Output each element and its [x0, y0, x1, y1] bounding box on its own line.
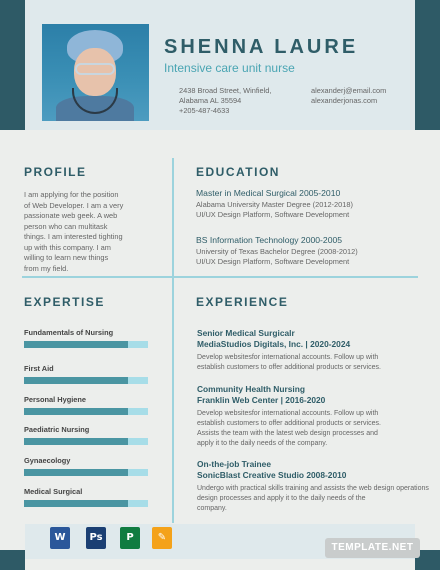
- profile-line: I am applying for the position: [24, 190, 119, 199]
- section-title-experience: EXPERIENCE: [196, 295, 289, 309]
- experience-company: MediaStudios Digitals, Inc. | 2020-2024: [197, 338, 351, 349]
- education-degree: BS Information Technology 2000-2005: [196, 235, 343, 245]
- skill-bar-fill: [24, 469, 128, 476]
- phone-number: +205-487-4633: [179, 106, 230, 115]
- profile-line: willing to learn new things: [24, 253, 109, 262]
- horizontal-divider: [22, 276, 418, 278]
- education-entry: [196, 235, 416, 267]
- publisher-icon-letter: P: [126, 532, 134, 543]
- skill-bar-track: [24, 469, 148, 476]
- skill-bar-track: [24, 438, 148, 445]
- profile-line: from my field.: [24, 263, 69, 273]
- description-line: Undergo with practical skills training and assists the web design operations: [197, 485, 429, 492]
- experience-description: [197, 409, 440, 449]
- website-url: alexanderjonas.com: [311, 96, 378, 105]
- skill-item: [24, 395, 148, 415]
- word-icon-letter: W: [54, 532, 66, 543]
- skill-item: [24, 456, 148, 476]
- skill-label: Medical Surgical: [24, 487, 83, 496]
- side-bar-top-right: [415, 0, 440, 130]
- skill-label: Gynaecology: [24, 456, 71, 465]
- profile-line: things. I am interested tighting: [24, 232, 123, 241]
- skill-bar-track: [24, 408, 148, 415]
- candidate-name: SHENNA LAURE: [164, 36, 359, 58]
- word-icon[interactable]: [50, 527, 70, 549]
- section-title-profile: PROFILE: [24, 165, 87, 179]
- description-line: Assists the team with the latest web design processes and: [197, 430, 378, 437]
- skill-item: [24, 364, 148, 384]
- skill-bar-track: [24, 500, 148, 507]
- web-contact-block: [311, 86, 386, 106]
- experience-entry: [197, 459, 440, 514]
- skill-item: [24, 425, 148, 445]
- education-detail: UI/UX Design Platform, Software Development: [196, 210, 350, 219]
- section-title-expertise: EXPERTISE: [24, 295, 105, 309]
- side-bar-top-left: [0, 0, 25, 130]
- experience-role: Community Health Nursing: [197, 384, 305, 394]
- skill-label: Fundamentals of Nursing: [24, 328, 114, 337]
- experience-role: On-the-job Trainee: [197, 459, 271, 469]
- job-title: Intensive care unit nurse: [164, 61, 295, 75]
- skill-label: First Aid: [24, 364, 54, 373]
- skill-bar-fill: [24, 438, 128, 445]
- profile-line: passionate web geek. A web: [24, 211, 118, 220]
- education-detail: Alabama University Master Degree (2012-2018): [196, 200, 353, 209]
- profile-line: up with this company. I am: [24, 242, 111, 252]
- photoshop-icon-letter: Ps: [89, 532, 103, 543]
- skill-item: [24, 328, 148, 348]
- experience-entry: [197, 328, 440, 373]
- description-line: apply it to the daily needs of the company.: [197, 440, 328, 447]
- profile-line: person who can multitask: [24, 221, 108, 231]
- education-detail: University of Texas Bachelor Degree (2008-2012): [196, 247, 358, 256]
- description-line: company.: [197, 505, 227, 512]
- skill-bar-fill: [24, 408, 128, 415]
- skill-label: Personal Hygiene: [24, 395, 87, 404]
- pages-icon-letter: ✎: [157, 532, 167, 543]
- profile-summary: [24, 190, 169, 274]
- experience-company: Franklin Web Center | 2016-2020: [197, 394, 326, 405]
- skill-bar-fill: [24, 500, 128, 507]
- pages-icon[interactable]: [152, 527, 172, 549]
- template-watermark: TEMPLATE.NET: [325, 538, 420, 558]
- profile-line: of Web Developer. I am a very: [24, 200, 124, 210]
- experience-description: [197, 353, 440, 373]
- experience-description: [197, 484, 440, 514]
- vertical-divider: [172, 158, 174, 523]
- email-address: alexanderj@email.com: [311, 86, 387, 95]
- skill-bar-fill: [24, 341, 128, 348]
- description-line: Develop websitesfor international accounts. Follow up with: [197, 410, 379, 417]
- address-line: 2438 Broad Street, Winfield,: [179, 86, 272, 95]
- skill-bar-fill: [24, 377, 128, 384]
- skill-label: Paediatric Nursing: [24, 425, 90, 434]
- description-line: design processes and apply it to the daily needs of the: [197, 495, 366, 502]
- experience-company: SonicBlast Creative Studio 2008-2010: [197, 469, 347, 480]
- skill-item: [24, 487, 148, 507]
- description-line: establish customers to offer additional products or services.: [197, 364, 381, 371]
- profile-photo: [42, 24, 149, 121]
- address-block: [179, 86, 271, 116]
- description-line: establish customers to offer additional products or services.: [197, 420, 381, 427]
- experience-role: Senior Medical Surgicalr: [197, 328, 295, 338]
- side-bar-bottom-left: [0, 550, 25, 570]
- education-entry: [196, 188, 416, 220]
- publisher-icon[interactable]: [120, 527, 140, 549]
- skill-bar-track: [24, 377, 148, 384]
- experience-entry: [197, 384, 440, 449]
- education-detail: UI/UX Design Platform, Software Development: [196, 257, 350, 266]
- address-line: Alabama AL 35594: [179, 96, 242, 105]
- section-title-education: EDUCATION: [196, 165, 280, 179]
- education-degree: Master in Medical Surgical 2005-2010: [196, 188, 341, 198]
- photoshop-icon[interactable]: [86, 527, 106, 549]
- description-line: Develop websitesfor international accounts. Follow up with: [197, 354, 379, 361]
- skill-bar-track: [24, 341, 148, 348]
